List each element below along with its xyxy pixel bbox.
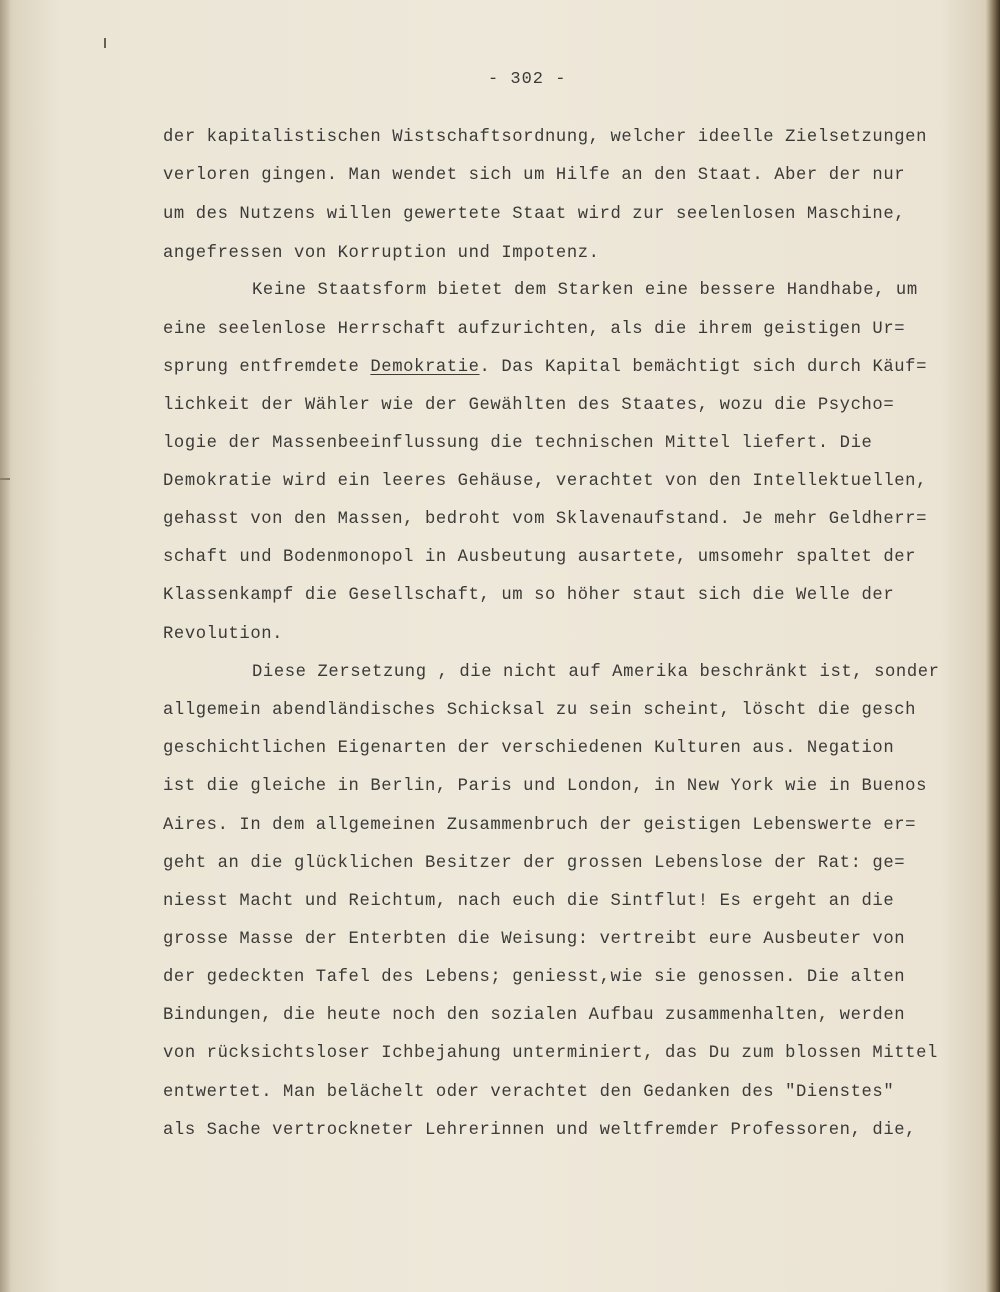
- margin-mark: [0, 478, 10, 480]
- text-line: niesst Macht und Reichtum, nach euch die Sintflut! Es ergeht an die: [163, 892, 895, 911]
- page-edge: [986, 0, 1000, 1292]
- text-line: Diese Zersetzung , die nicht auf Amerika beschränkt ist, sonder: [252, 663, 940, 682]
- pencil-mark: [104, 38, 106, 48]
- text-line: entwertet. Man belächelt oder verachtet den Gedanken des "Dienstes": [163, 1083, 895, 1102]
- text-line: Revolution.: [163, 625, 284, 644]
- text-line: geht an die glücklichen Besitzer der grossen Lebenslose der Rat: ge=: [163, 854, 906, 873]
- text-line: als Sache vertrockneter Lehrerinnen und weltfremder Professoren, die,: [163, 1121, 917, 1140]
- text-line: von rücksichtsloser Ichbejahung unterminiert, das Du zum blossen Mittel: [163, 1044, 938, 1063]
- text-line: lichkeit der Wähler wie der Gewählten des Staates, wozu die Psycho=: [163, 396, 895, 415]
- text-line: logie der Massenbeeinflussung die technischen Mittel liefert. Die: [163, 434, 873, 453]
- text-line: Aires. In dem allgemeinen Zusammenbruch der geistigen Lebenswerte er=: [163, 816, 917, 835]
- text-line: allgemein abendländisches Schicksal zu sein scheint, löscht die gesch: [163, 701, 917, 720]
- text-line: grosse Masse der Enterbten die Weisung: vertreibt eure Ausbeuter von: [163, 930, 906, 949]
- text-line: Demokratie wird ein leeres Gehäuse, verachtet von den Intellektuellen,: [163, 472, 927, 491]
- underlined-word: Demokratie: [370, 358, 480, 377]
- text-segment: . Das Kapital bemächtigt sich durch Käuf=: [479, 358, 928, 377]
- binding-edge: [0, 0, 10, 1292]
- text-line: Klassenkampf die Gesellschaft, um so höher staut sich die Welle der: [163, 586, 895, 605]
- text-line: gehasst von den Massen, bedroht vom Sklavenaufstand. Je mehr Geldherr=: [163, 510, 927, 529]
- text-line: um des Nutzens willen gewertete Staat wird zur seelenlosen Maschine,: [163, 205, 906, 224]
- text-segment: sprung entfremdete: [163, 358, 371, 377]
- text-line: schaft und Bodenmonopol in Ausbeutung ausartete, umsomehr spaltet der: [163, 548, 917, 567]
- text-line: Keine Staatsform bietet dem Starken eine bessere Handhabe, um: [252, 281, 918, 300]
- text-line: der gedeckten Tafel des Lebens; geniesst,wie sie genossen. Die alten: [163, 968, 906, 987]
- text-line: [163, 358, 927, 378]
- text-line: ist die gleiche in Berlin, Paris und London, in New York wie in Buenos: [163, 777, 927, 796]
- page-number: - 302 -: [488, 70, 567, 89]
- text-line: der kapitalistischen Wistschaftsordnung, welcher ideelle Zielsetzungen: [163, 128, 927, 147]
- text-line: Bindungen, die heute noch den sozialen Aufbau zusammenhalten, werden: [163, 1006, 906, 1025]
- text-line: angefressen von Korruption und Impotenz.: [163, 244, 600, 263]
- text-line: eine seelenlose Herrschaft aufzurichten, als die ihrem geistigen Ur=: [163, 320, 906, 339]
- text-line: verloren gingen. Man wendet sich um Hilfe an den Staat. Aber der nur: [163, 166, 906, 185]
- text-line: geschichtlichen Eigenarten der verschiedenen Kulturen aus. Negation: [163, 739, 895, 758]
